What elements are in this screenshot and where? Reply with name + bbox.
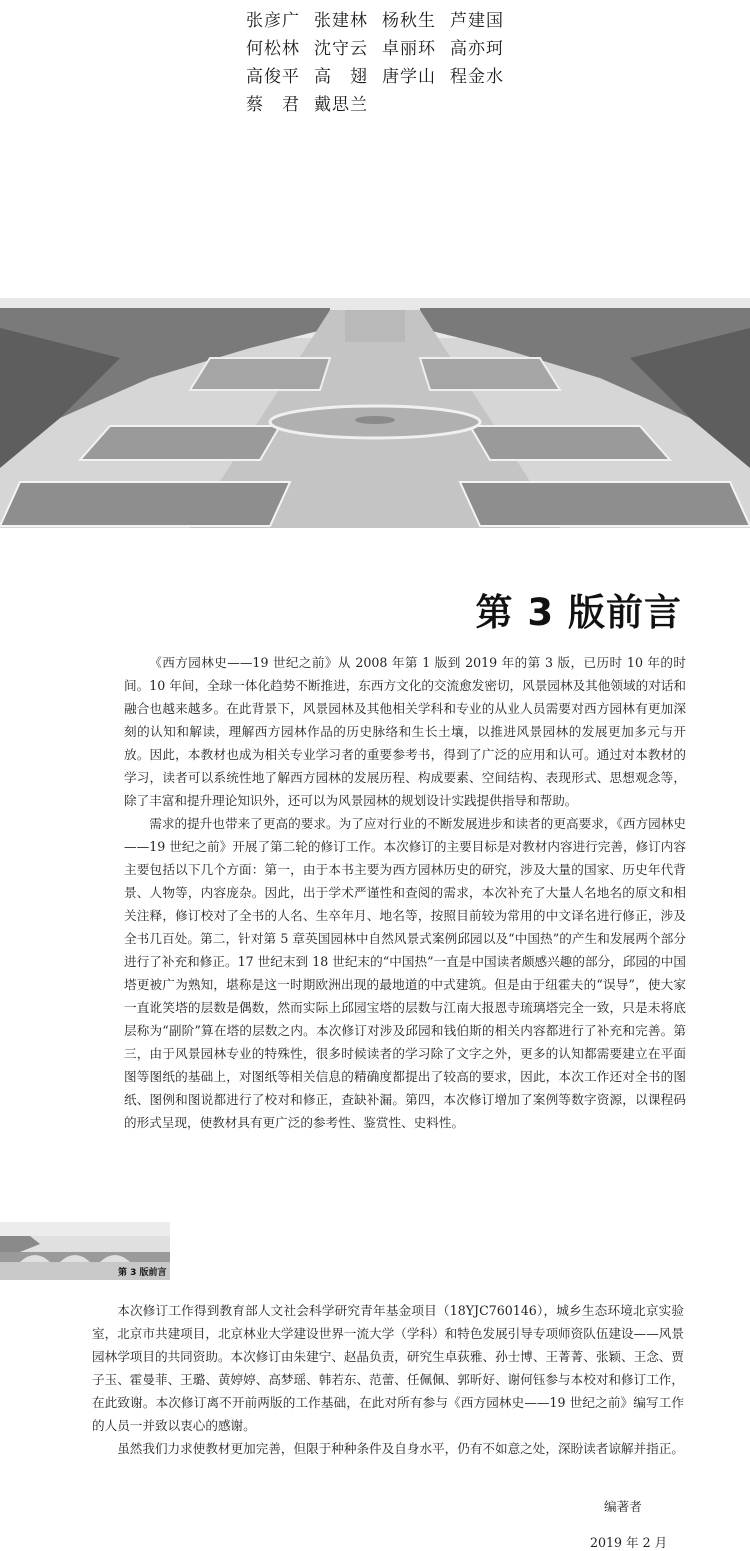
running-header: 第 3 版前言 xyxy=(118,1268,167,1278)
contributor-name: 张彦广 xyxy=(246,10,300,31)
contributor-name: 沈守云 xyxy=(314,38,368,59)
contributor-name: 戴思兰 xyxy=(314,94,368,115)
contributors-row xyxy=(246,32,546,60)
contributor-name: 卓丽环 xyxy=(382,38,436,59)
contributor-name: 高亦珂 xyxy=(450,38,504,59)
contributor-name: 张建林 xyxy=(314,10,368,31)
contributor-name: 蔡 君 xyxy=(246,94,300,115)
contributor-name: 唐学山 xyxy=(382,66,436,87)
contributors-row xyxy=(246,4,546,32)
preface-body-bottom xyxy=(92,1299,684,1460)
contributor-name: 何松林 xyxy=(246,38,300,59)
contributor-name: 程金水 xyxy=(450,66,504,87)
preface-body-top xyxy=(124,651,686,1134)
paragraph: 《西方园林史——19 世纪之前》从 2008 年第 1 版到 2019 年的第 3 版，已历时 10 年的时间。10 年间，全球一体化趋势不断推进，东西方文化的交流愈发密切，风景园林及其他领域的对话和融合也越来越多。在此背景下，风景园林及其他相关学科和专业的从业人员需要对西方园林有更加深刻的认知和解读，理解西方园林作品的历史脉络和生长土壤，以推进风景园林的发展更加多元与开放。因此，本教材也成为相关专业学习者的重要参考书，得到了广泛的应用和认可。通过对本教材的学习，读者可以系统性地了解西方园林的发展历程、构成要素、空间结构、表现形式、思想观念等，除了丰富和提升理论知识外，还可以为风景园林的规划设计实践提供指导和帮助。 xyxy=(124,655,686,808)
signature-author: 编著者 xyxy=(604,1499,642,1514)
contributor-name: 芦建国 xyxy=(450,10,504,31)
paragraph: 需求的提升也带来了更高的要求。为了应对行业的不断发展进步和读者的更高要求，《西方园林史——19 世纪之前》开展了第二轮的修订工作。本次修订的主要目标是对教材内容进行完善，修订内容主要包括以下几个方面：第一，由于本书主要为西方园林历史的研究，涉及大量的国家、历史年代背景、人物等，内容庞杂。因此，出于学术严谨性和查阅的需求，本次补充了大量人名地名的原文和相关注释，修订校对了全书的人名、生卒年月、地名等，按照目前较为常用的中文译名进行修正，涉及全书几百处。第二，针对第 5 章英国园林中自然风景式案例邱园以及“中国热”的产生和发展两个部分进行了补充和修正。17 世纪末到 18 世纪末的“中国热”一直是中国读者颇感兴趣的部分，邱园的中国塔更被广为熟知，堪称是这一时期欧洲出现的最地道的中式建筑。但是由于纽霍夫的“误导”，使大家一直讹笑塔的层数是偶数，然而实际上邱园宝塔的层数与江南大报恩寺琉璃塔完全一致，只是未将底层称为“副阶”算在塔的层数之内。本次修订对涉及邱园和钱伯斯的相关内容都进行了补充和完善。第三，由于风景园林专业的特殊性，很多时候读者的学习除了文字之外，更多的认知都需要建立在平面图等图纸的基础上，对图纸等相关信息的精确度都提出了较高的要求，因此，本次工作还对全书的图纸、图例和图说都进行了校对和修正，查缺补漏。第四，本次修订增加了案例等数字资源，以课程码的形式呈现，使教材具有更广泛的参考性、鉴赏性、史料性。 xyxy=(124,816,686,1130)
signature-date: 2019 年 2 月 xyxy=(590,1535,668,1550)
contributors-row xyxy=(246,88,546,116)
paragraph: 本次修订工作得到教育部人文社会科学研究青年基金项目（18YJC760146），城乡生态环境北京实验室，北京市共建项目，北京林业大学建设世界一流大学（学科）和特色发展引导专项师资队伍建设——风景园林学项目的共同资助。本次修订由朱建宁、赵晶负责，研究生卓荻雅、孙士博、王菁菁、张颖、王念、贾子玉、霍曼菲、王璐、黄婷婷、高梦瑶、韩若东、范蕾、任佩佩、郭昕好、谢何钰参与本校对和修订工作，在此致谢。本次修订离不开前两版的工作基础，在此对所有参与《西方园林史——19 世纪之前》编写工作的人员一并致以衷心的感谢。 xyxy=(92,1303,684,1433)
garden-banner-image xyxy=(0,298,750,528)
contributor-name: 杨秋生 xyxy=(382,10,436,31)
page-title: 第 3 版前言 xyxy=(475,591,682,634)
contributors-list xyxy=(246,4,546,116)
contributor-name: 高 翅 xyxy=(314,66,368,87)
contributors-row xyxy=(246,60,546,88)
paragraph: 虽然我们力求使教材更加完善，但限于种种条件及自身水平，仍有不如意之处，深盼读者谅解并指正。 xyxy=(117,1441,684,1456)
contributor-name: 高俊平 xyxy=(246,66,300,87)
